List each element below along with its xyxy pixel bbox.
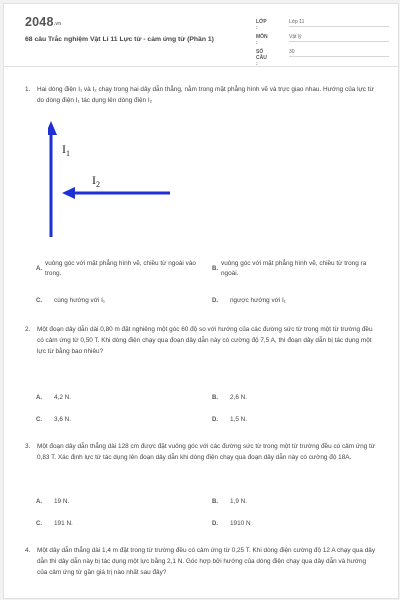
option-text: 1,9 N. bbox=[230, 498, 248, 505]
meta-subject-value: Vật lý bbox=[289, 34, 389, 42]
meta-subject-label: MÔN : bbox=[256, 34, 268, 46]
option-text: ngược hướng với I₁ bbox=[230, 297, 286, 304]
question-text: Một dây dẫn thẳng dài 1,4 m đặt trong từ trường đều có cảm ứng từ 0,25 T. Khi dòng điện cường độ 12 A chạy qua dây dẫn thì dây dẫn này bị tác dụng một lực bằng 2,1 N. Góc hợp bởi hướng của dòng điện chạy qua dây dẫn và hướng của cảm ứng từ gần giá trị nào nhất sau đây? bbox=[37, 547, 376, 576]
option-letter: C. bbox=[36, 417, 42, 423]
logo-main: 2048 bbox=[25, 15, 54, 29]
meta-class-value: Lớp 11 bbox=[289, 19, 389, 27]
option-text: vuông góc với mặt phẳng hình vẽ, chiều từ ngoài vào trong. bbox=[45, 260, 196, 277]
question-text: Một đoạn dây dẫn thẳng dài 128 cm được đặt vuông góc với các đường sức từ trong một từ trường đều có cảm ứng từ 0,83 T. Xác định lực từ tác dụng lên đoạn dây dẫn khi dòng điện chạy qua đoạn dây dẫn này có cường độ 18A. bbox=[37, 443, 376, 461]
option-letter: A. bbox=[36, 395, 42, 401]
option-text: vuông góc với mặt phẳng hình vẽ, chiều từ trong ra ngoài. bbox=[221, 260, 367, 277]
logo-sub: .vn bbox=[53, 21, 62, 27]
option-letter: A. bbox=[36, 499, 42, 505]
question-text: Hai dòng điện I₁ và I₂ chạy trong hai dây dẫn thẳng, nằm trong mặt phẳng hình vẽ và trực giao nhau. Hướng của lực từ do dòng điện I₁ tác dụng lên dòng điện I₂ bbox=[37, 86, 374, 104]
option-letter: B. bbox=[212, 499, 218, 505]
question-text: Một đoạn dây dẫn dài 0,80 m đặt nghiêng một góc 60 độ so với hướng của các đường sức từ trong một từ trường đều có cảm ứng từ 0,50 T. Khi dòng điện chạy qua đoạn dây dẫn này có cường độ 7,5 A, thì đoạn dây dẫn bị tác dụng một lực từ bằng bao nhiêu? bbox=[37, 326, 373, 355]
label-i2: $I_2$ bbox=[92, 173, 100, 189]
option-text: 19 N. bbox=[54, 498, 70, 505]
option-letter: D. bbox=[212, 298, 218, 304]
option-text: 1,5 N. bbox=[230, 416, 248, 423]
option-letter: D. bbox=[212, 521, 218, 527]
option-letter: C. bbox=[36, 298, 42, 304]
question-number: 1. bbox=[25, 86, 31, 93]
option-text: cùng hướng với I₁ bbox=[54, 297, 106, 304]
question-number: 4. bbox=[25, 547, 31, 554]
option-text: 3,6 N. bbox=[54, 416, 72, 423]
option-text: 1910 N bbox=[230, 520, 251, 527]
meta-class-label: LỚP : bbox=[256, 19, 267, 31]
current-diagram bbox=[48, 119, 178, 239]
option-letter: B. bbox=[212, 266, 218, 272]
option-letter: B. bbox=[212, 395, 218, 401]
meta-count-label: SỐ CÂU : bbox=[256, 49, 267, 67]
option-text: 4,2 N. bbox=[54, 394, 72, 401]
option-letter: D. bbox=[212, 417, 218, 423]
arrow-left-icon bbox=[62, 187, 75, 199]
option-letter: A. bbox=[36, 266, 42, 272]
arrow-up-icon bbox=[48, 121, 57, 135]
option-text: 191 N. bbox=[54, 520, 73, 527]
worksheet-page bbox=[3, 3, 399, 599]
question-number: 3. bbox=[25, 443, 31, 450]
meta-count-value: 30 bbox=[289, 49, 389, 57]
label-i1: $I_1$ bbox=[62, 142, 70, 158]
question-number: 2. bbox=[25, 326, 31, 333]
site-logo[interactable] bbox=[25, 15, 61, 29]
option-letter: C. bbox=[36, 521, 42, 527]
option-text: 2,6 N. bbox=[230, 394, 248, 401]
page-title: 68 câu Trắc nghiệm Vật Lí 11 Lực từ - cảm ứng từ (Phần 1) bbox=[25, 36, 214, 43]
header-divider bbox=[4, 66, 398, 67]
